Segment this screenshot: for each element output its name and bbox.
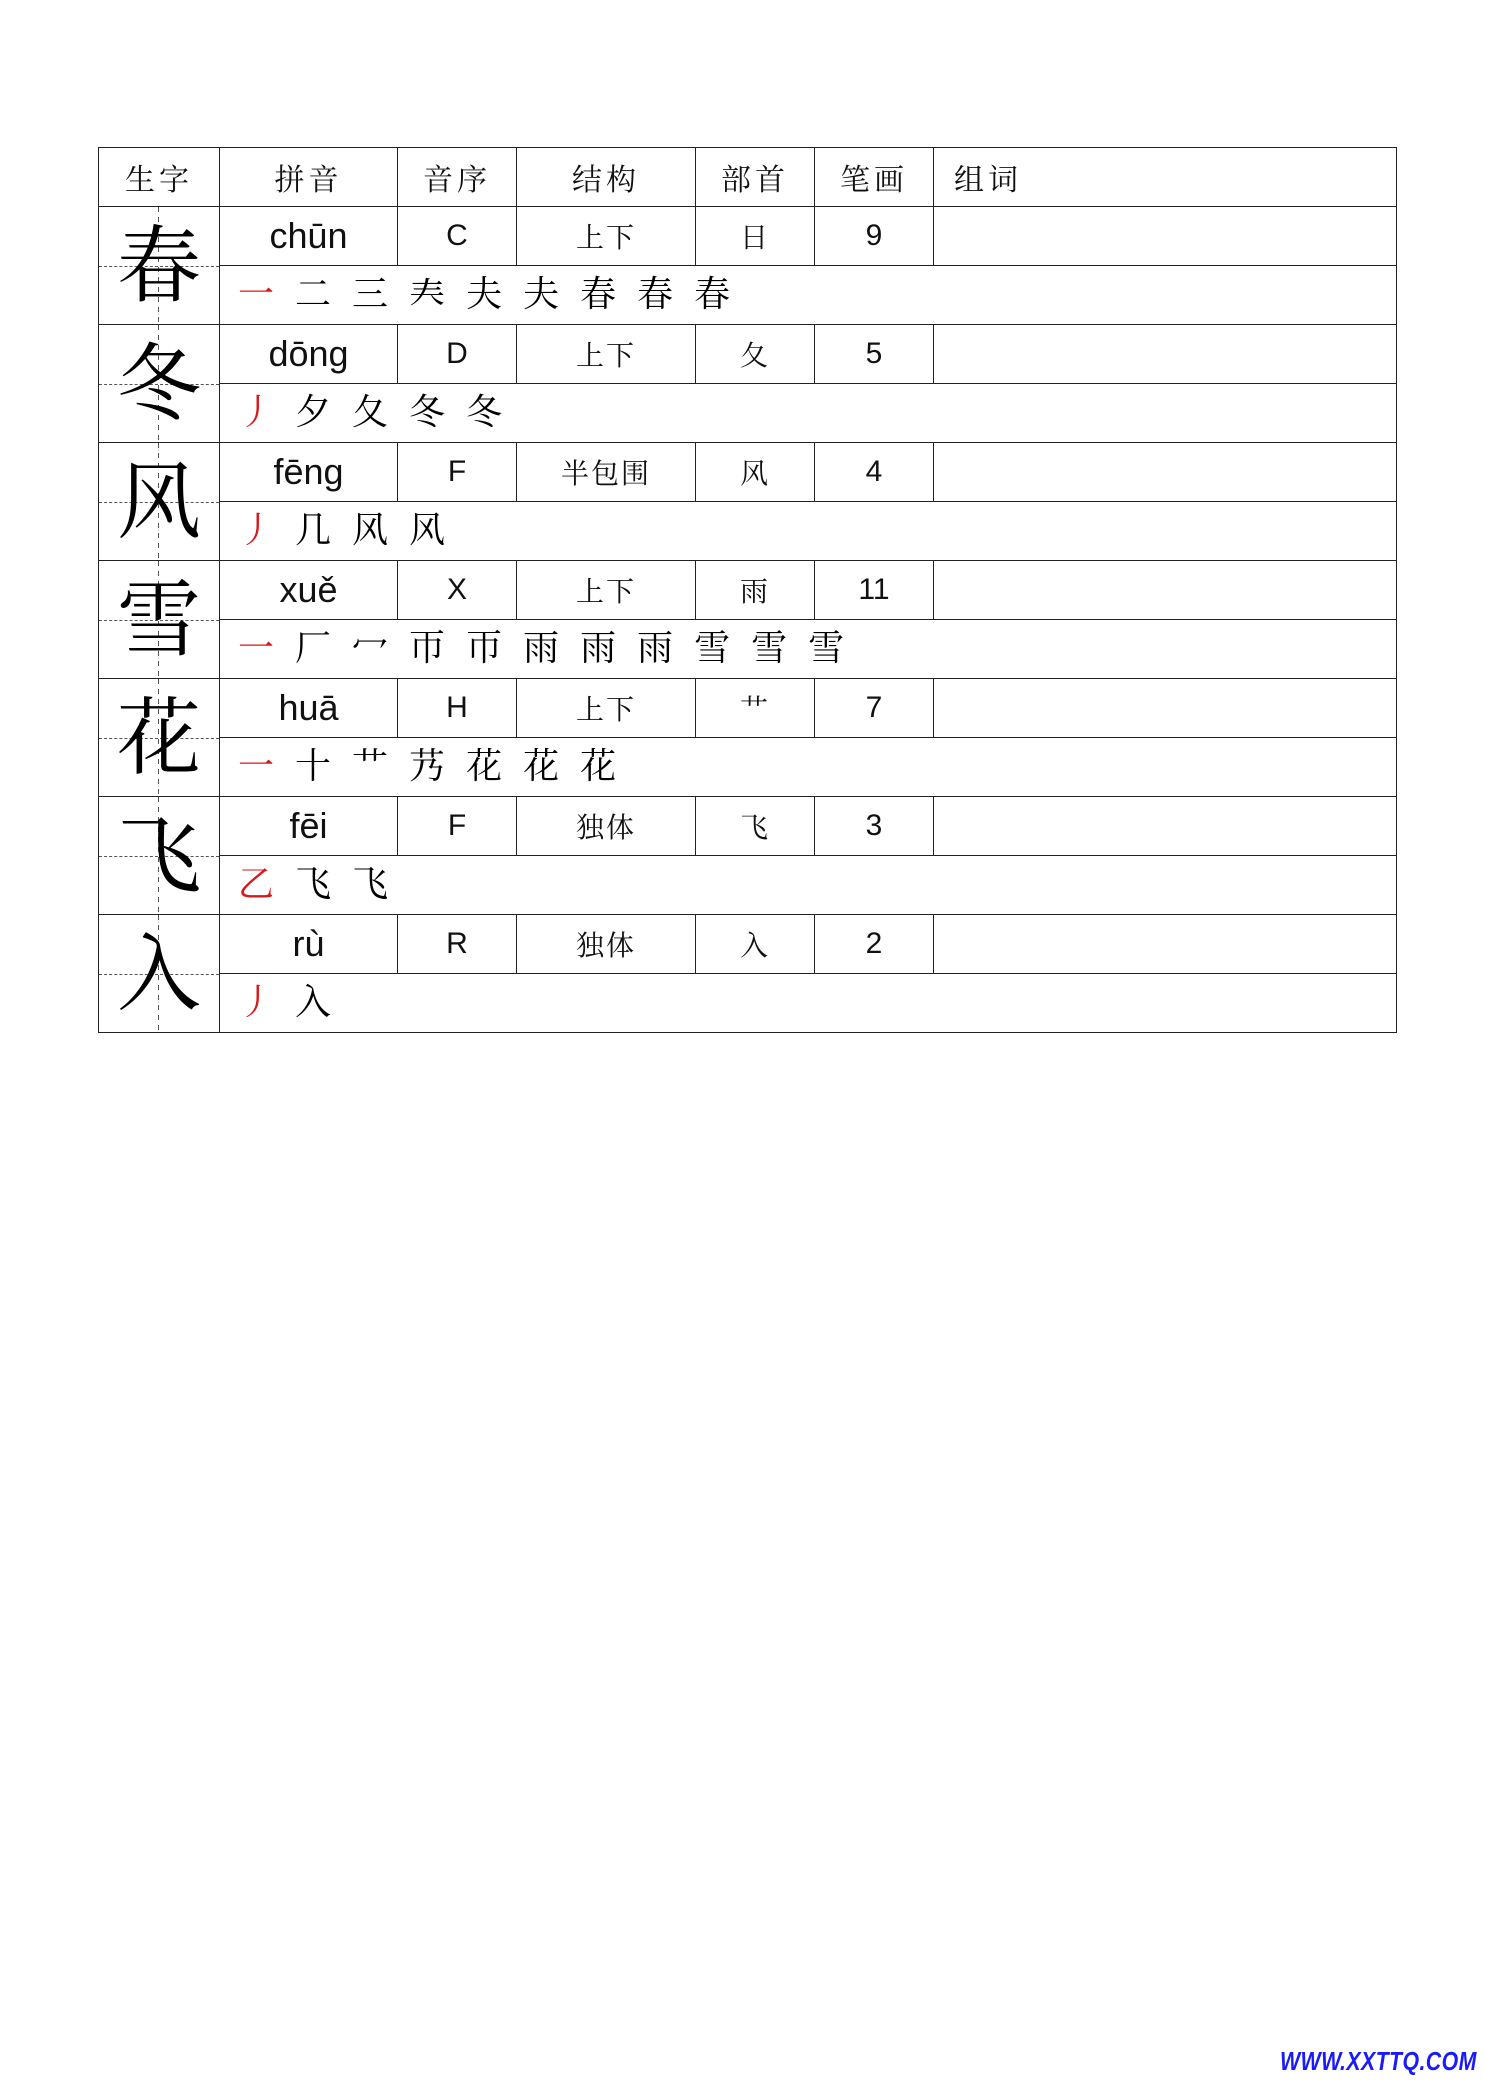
structure-text: 独体 [575, 811, 636, 844]
stroke-step: 丿 [238, 982, 275, 1023]
stroke-count-cell [815, 207, 934, 266]
pinyin-text: dōng [268, 333, 349, 374]
char-practice-cell [99, 325, 220, 443]
stroke-step: 冬 [466, 392, 503, 433]
big-character: 入 [116, 924, 201, 1023]
character-table [98, 147, 1397, 1033]
big-character: 风 [116, 452, 201, 551]
stroke-step: 乙 [238, 864, 275, 905]
header-pinyin: 拼音 [220, 148, 398, 207]
pinyin-text: fēng [273, 451, 344, 492]
pinyin-cell [220, 679, 398, 738]
stroke-order-cell [220, 974, 1397, 1033]
radical-text: 日 [739, 221, 770, 254]
stroke-step: 入 [295, 982, 332, 1023]
stroke-order-row [99, 620, 1397, 679]
radical-cell [696, 207, 815, 266]
stroke-step: 雪 [808, 628, 845, 669]
structure-cell [517, 325, 696, 384]
stroke-step: 帀 [466, 628, 503, 669]
radical-text: 风 [739, 457, 770, 490]
pinyin-cell [220, 561, 398, 620]
char-info-row [99, 207, 1397, 266]
big-character: 春 [116, 216, 201, 315]
stroke-order-row [99, 738, 1397, 797]
stroke-order-cell [220, 738, 1397, 797]
stroke-count-text: 9 [865, 219, 883, 252]
phonetic-order-text: C [446, 219, 468, 252]
stroke-step: 冬 [409, 392, 446, 433]
radical-cell [696, 561, 815, 620]
phonetic-order-cell [398, 207, 517, 266]
structure-text: 上下 [575, 693, 636, 726]
structure-cell [517, 443, 696, 502]
structure-text: 上下 [575, 575, 636, 608]
radical-text: 雨 [739, 575, 770, 608]
char-practice-cell [99, 915, 220, 1033]
stroke-count-cell [815, 679, 934, 738]
stroke-step: 飞 [352, 864, 389, 905]
header-structure: 结构 [517, 148, 696, 207]
structure-cell [517, 679, 696, 738]
stroke-count-text: 2 [865, 927, 883, 960]
stroke-step: 花 [580, 746, 617, 787]
structure-text: 半包围 [560, 457, 651, 490]
header-strokes: 笔画 [815, 148, 934, 207]
stroke-order-row [99, 856, 1397, 915]
radical-cell [696, 915, 815, 974]
pinyin-text: xuě [279, 569, 338, 610]
stroke-count-cell [815, 797, 934, 856]
stroke-step: 艹 [352, 746, 389, 787]
stroke-step: 二 [295, 274, 332, 315]
phonetic-order-cell [398, 679, 517, 738]
stroke-step: 丿 [238, 392, 275, 433]
big-character: 飞 [116, 806, 201, 905]
big-character: 花 [116, 688, 201, 787]
pinyin-text: chūn [269, 215, 348, 256]
stroke-count-cell [815, 443, 934, 502]
structure-cell [517, 797, 696, 856]
phonetic-order-text: D [446, 337, 468, 370]
stroke-count-text: 3 [865, 809, 883, 842]
structure-text: 独体 [575, 929, 636, 962]
pinyin-text: rù [292, 923, 325, 964]
pinyin-cell [220, 443, 398, 502]
phonetic-order-cell [398, 797, 517, 856]
stroke-count-text: 5 [865, 337, 883, 370]
stroke-count-text: 7 [865, 691, 883, 724]
words-cell[interactable] [934, 325, 1397, 384]
stroke-step: 夫 [466, 274, 503, 315]
pinyin-text: huā [278, 687, 339, 728]
structure-text: 上下 [575, 221, 636, 254]
structure-cell [517, 915, 696, 974]
stroke-step: 风 [409, 510, 446, 551]
stroke-step: 雨 [637, 628, 674, 669]
stroke-step: 夕 [295, 392, 332, 433]
radical-cell [696, 325, 815, 384]
big-character: 雪 [116, 570, 201, 669]
stroke-step: 十 [295, 746, 332, 787]
words-cell[interactable] [934, 561, 1397, 620]
stroke-order-cell [220, 502, 1397, 561]
stroke-order-row [99, 974, 1397, 1033]
char-info-row [99, 915, 1397, 974]
radical-cell [696, 797, 815, 856]
phonetic-order-text: F [447, 455, 467, 488]
stroke-step: 冖 [352, 628, 389, 669]
words-cell[interactable] [934, 443, 1397, 502]
char-practice-cell [99, 443, 220, 561]
pinyin-cell [220, 325, 398, 384]
stroke-order-row [99, 384, 1397, 443]
stroke-step: 花 [523, 746, 560, 787]
words-cell[interactable] [934, 679, 1397, 738]
phonetic-order-cell [398, 915, 517, 974]
big-character: 冬 [116, 334, 201, 433]
stroke-order-cell [220, 620, 1397, 679]
phonetic-order-text: X [446, 573, 467, 606]
radical-text: 夂 [739, 339, 770, 372]
header-words: 组词 [934, 148, 1397, 207]
stroke-order-cell [220, 384, 1397, 443]
words-cell[interactable] [934, 915, 1397, 974]
structure-cell [517, 207, 696, 266]
char-info-row [99, 797, 1397, 856]
stroke-step: 雪 [694, 628, 731, 669]
stroke-step: 一 [238, 746, 275, 787]
pinyin-text: fēi [289, 805, 328, 846]
radical-cell [696, 679, 815, 738]
stroke-step: 丿 [238, 510, 275, 551]
radical-cell [696, 443, 815, 502]
words-cell[interactable] [934, 797, 1397, 856]
header-radical: 部首 [696, 148, 815, 207]
stroke-step: 花 [466, 746, 503, 787]
pinyin-cell [220, 915, 398, 974]
stroke-order-cell [220, 856, 1397, 915]
stroke-step: 春 [637, 274, 674, 315]
char-practice-cell [99, 561, 220, 679]
header-order: 音序 [398, 148, 517, 207]
phonetic-order-cell [398, 325, 517, 384]
site-watermark: WWW.XXTTQ.COM [1280, 2046, 1477, 2076]
stroke-step: 夂 [352, 392, 389, 433]
char-practice-cell [99, 207, 220, 325]
phonetic-order-text: H [446, 691, 468, 724]
stroke-count-text: 11 [858, 573, 890, 606]
stroke-step: 艿 [409, 746, 446, 787]
char-info-row [99, 561, 1397, 620]
header-row [99, 148, 1397, 207]
stroke-step: 一 [238, 274, 275, 315]
phonetic-order-cell [398, 561, 517, 620]
stroke-step: 雨 [523, 628, 560, 669]
stroke-order-row [99, 502, 1397, 561]
stroke-count-cell [815, 561, 934, 620]
pinyin-cell [220, 207, 398, 266]
structure-cell [517, 561, 696, 620]
radical-text: 飞 [739, 811, 770, 844]
header-char: 生字 [99, 148, 220, 207]
char-info-row [99, 443, 1397, 502]
phonetic-order-text: F [447, 809, 467, 842]
stroke-step: 三 [352, 274, 389, 315]
stroke-count-cell [815, 915, 934, 974]
stroke-step: 夫 [523, 274, 560, 315]
stroke-step: 风 [352, 510, 389, 551]
radical-text: 艹 [739, 693, 770, 726]
stroke-step: 雪 [751, 628, 788, 669]
stroke-step: 春 [694, 274, 731, 315]
radical-text: 入 [739, 929, 770, 962]
phonetic-order-cell [398, 443, 517, 502]
char-info-row [99, 325, 1397, 384]
stroke-step: 厂 [295, 628, 332, 669]
words-cell[interactable] [934, 207, 1397, 266]
stroke-order-row [99, 266, 1397, 325]
char-practice-cell [99, 797, 220, 915]
pinyin-cell [220, 797, 398, 856]
stroke-step: 雨 [580, 628, 617, 669]
stroke-step: 一 [238, 628, 275, 669]
stroke-step: 飞 [295, 864, 332, 905]
stroke-count-cell [815, 325, 934, 384]
stroke-step: 帀 [409, 628, 446, 669]
char-practice-cell [99, 679, 220, 797]
char-info-row [99, 679, 1397, 738]
stroke-step: 春 [580, 274, 617, 315]
stroke-order-cell [220, 266, 1397, 325]
phonetic-order-text: R [446, 927, 468, 960]
stroke-step: 𡗗 [409, 274, 446, 315]
stroke-step: 几 [295, 510, 332, 551]
stroke-count-text: 4 [865, 455, 883, 488]
structure-text: 上下 [575, 339, 636, 372]
